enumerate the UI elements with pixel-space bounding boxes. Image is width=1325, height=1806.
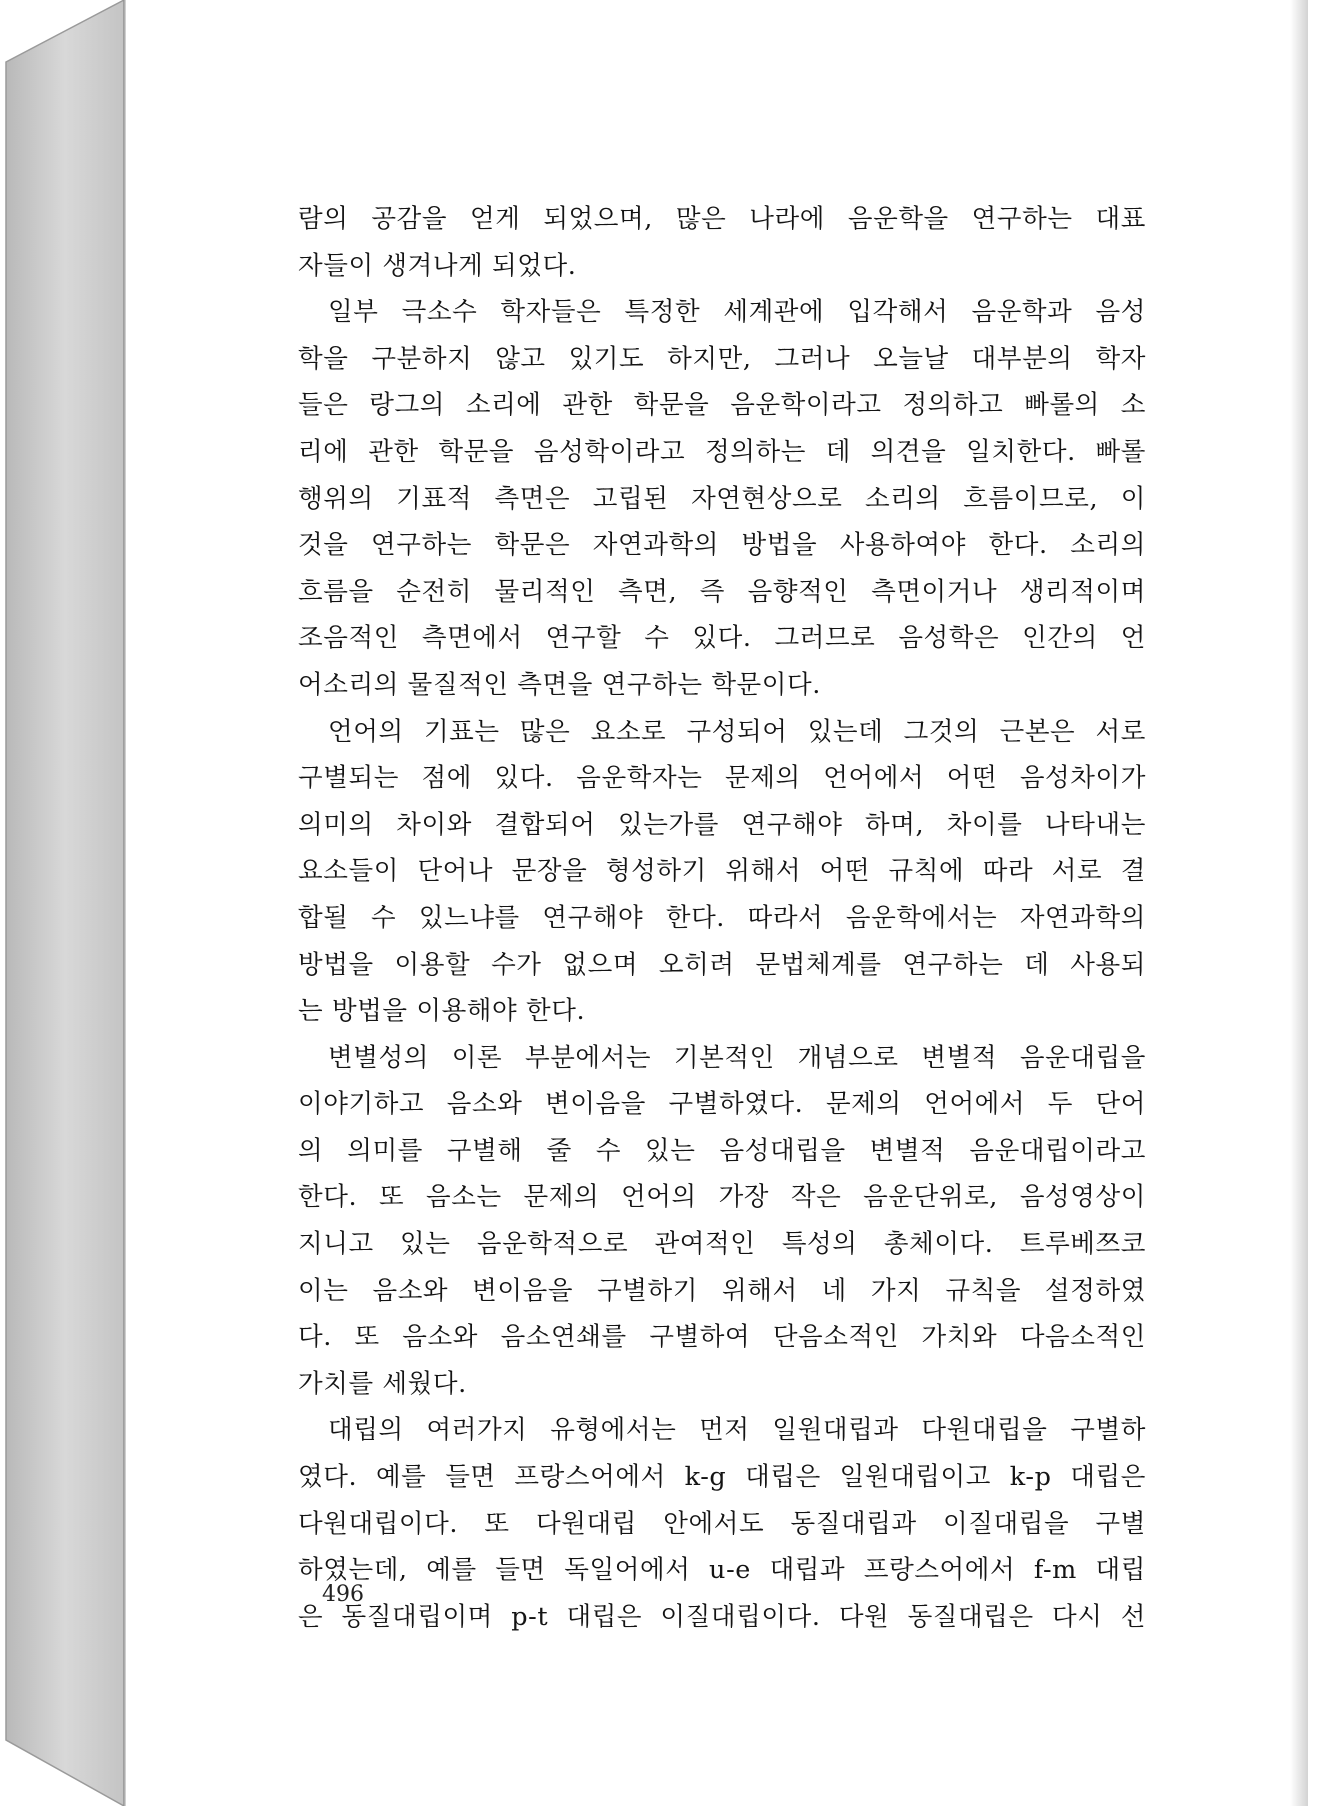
- text-line: 어소리의 물질적인 측면을 연구하는 학문이다.: [298, 669, 821, 700]
- text-line: 리에 관한 학문을 음성학이라고 정의하는 데 의견을 일치한다. 빠롤: [298, 436, 1146, 467]
- text-line: 변별성의 이론 부분에서는 기본적인 개념으로 변별적 음운대립을: [328, 1042, 1146, 1073]
- text-line: 언어의 기표는 많은 요소로 구성되어 있는데 그것의 근본은 서로: [328, 716, 1146, 747]
- text-line: 행위의 기표적 측면은 고립된 자연현상으로 소리의 흐름이므로, 이: [298, 483, 1146, 514]
- text-line: 조음적인 측면에서 연구할 수 있다. 그러므로 음성학은 인간의 언: [298, 623, 1146, 654]
- paragraph-2: [298, 289, 1146, 708]
- text-line: 이야기하고 음소와 변이음을 구별하였다. 문제의 언어에서 두 단어: [298, 1089, 1146, 1120]
- text-line: 였다. 예를 들면 프랑스어에서 k-g 대립은 일원대립이고 k-p 대립은: [298, 1462, 1146, 1493]
- text-line: 의미의 차이와 결합되어 있는가를 연구해야 하며, 차이를 나타내는: [298, 809, 1146, 840]
- text-line: 구별되는 점에 있다. 음운학자는 문제의 언어에서 어떤 음성차이가: [298, 763, 1146, 794]
- page-edge-shadow: [1290, 0, 1308, 1806]
- text-line: 지니고 있는 음운학적으로 관여적인 특성의 총체이다. 트루베쯔코: [298, 1229, 1146, 1260]
- text-line: 대립의 여러가지 유형에서는 먼저 일원대립과 다원대립을 구별하: [328, 1415, 1146, 1446]
- page-number: 496: [322, 1582, 364, 1607]
- text-line: 방법을 이용할 수가 없으며 오히려 문법체계를 연구하는 데 사용되: [298, 949, 1146, 980]
- body-text: [298, 196, 1146, 1640]
- text-line: 가치를 세웠다.: [298, 1368, 467, 1399]
- text-line: 자들이 생겨나게 되었다.: [298, 250, 577, 281]
- paragraph-5: [298, 1407, 1146, 1640]
- paragraph-3: [298, 709, 1146, 1035]
- text-line: 다원대립이다. 또 다원대립 안에서도 동질대립과 이질대립을 구별: [298, 1508, 1146, 1539]
- text-line: 한다. 또 음소는 문제의 언어의 가장 작은 음운단위로, 음성영상이: [298, 1182, 1146, 1213]
- paragraph-1: [298, 196, 1146, 289]
- text-line: 학을 구분하지 않고 있기도 하지만, 그러나 오늘날 대부분의 학자: [298, 343, 1146, 374]
- text-line: 는 방법을 이용해야 한다.: [298, 996, 586, 1027]
- text-line: 하였는데, 예를 들면 독일어에서 u-e 대립과 프랑스어에서 f-m 대립: [298, 1555, 1146, 1586]
- paragraph-4: [298, 1035, 1146, 1408]
- text-line: 다. 또 음소와 음소연쇄를 구별하여 단음소적인 가치와 다음소적인: [298, 1322, 1146, 1353]
- text-line: 은 동질대립이며 p-t 대립은 이질대립이다. 다원 동질대립은 다시 선: [298, 1601, 1146, 1632]
- text-line: 이는 음소와 변이음을 구별하기 위해서 네 가지 규칙을 설정하였: [298, 1275, 1146, 1306]
- text-line: 일부 극소수 학자들은 특정한 세계관에 입각해서 음운학과 음성: [328, 297, 1146, 328]
- text-line: 들은 랑그의 소리에 관한 학문을 음운학이라고 정의하고 빠롤의 소: [298, 390, 1146, 421]
- text-line: 의 의미를 구별해 줄 수 있는 음성대립을 변별적 음운대립이라고: [298, 1135, 1146, 1166]
- text-line: 흐름을 순전히 물리적인 측면, 즉 음향적인 측면이거나 생리적이며: [298, 576, 1146, 607]
- text-line: 요소들이 단어나 문장을 형성하기 위해서 어떤 규칙에 따라 서로 결: [298, 856, 1146, 887]
- text-line: 것을 연구하는 학문은 자연과학의 방법을 사용하여야 한다. 소리의: [298, 530, 1146, 561]
- text-line: 합될 수 있느냐를 연구해야 한다. 따라서 음운학에서는 자연과학의: [298, 902, 1146, 933]
- text-line: 람의 공감을 얻게 되었으며, 많은 나라에 음운학을 연구하는 대표: [298, 204, 1146, 234]
